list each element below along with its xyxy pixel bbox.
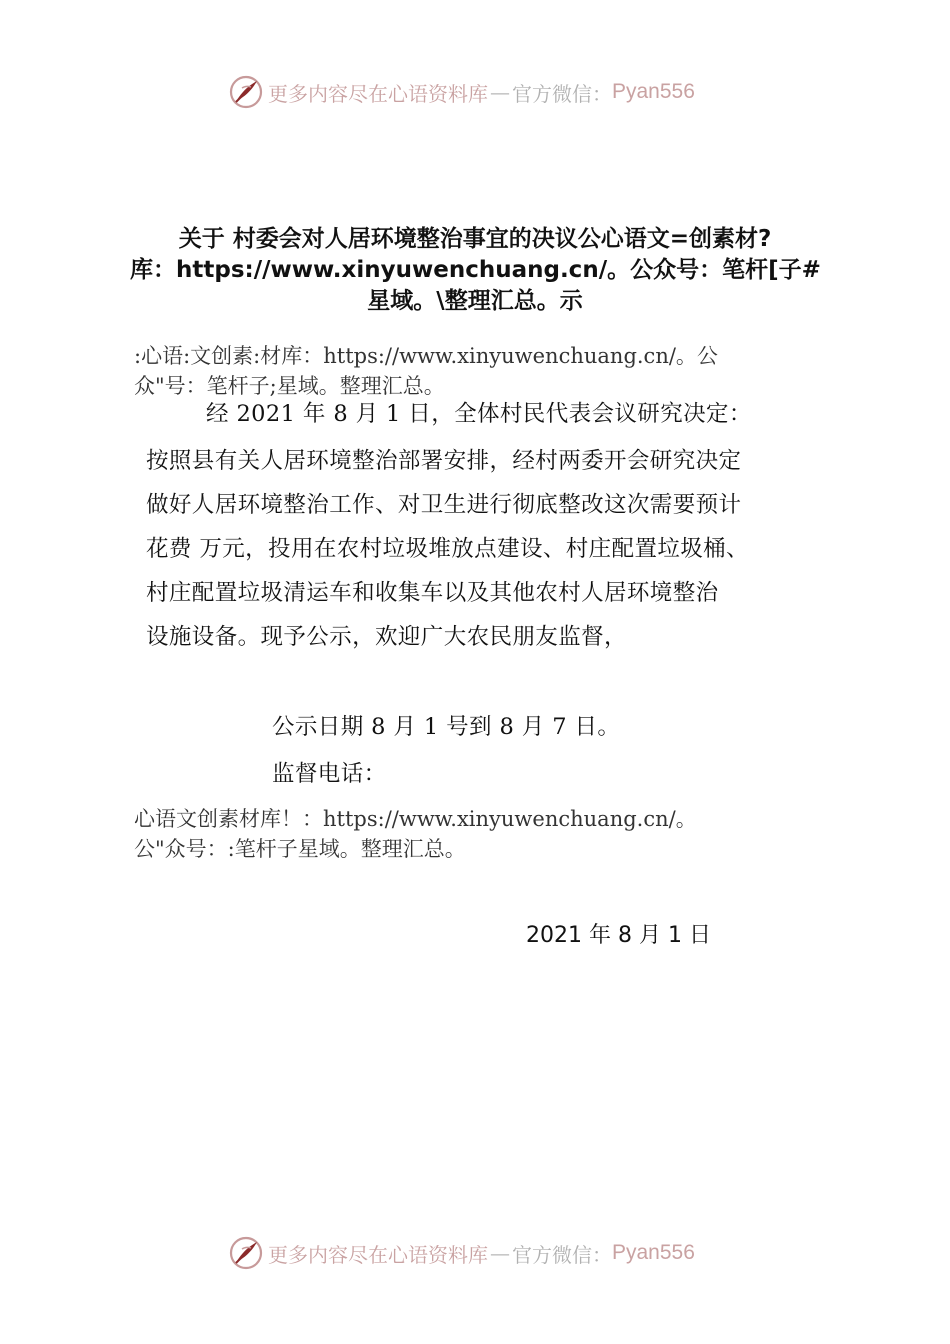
banner-dash: —	[490, 1241, 510, 1265]
watermark-2-line-1: 心语文创素材库！：https://www.xinyuwenchuang.cn/。	[134, 807, 697, 831]
banner-wechat-label: 官方微信：	[512, 81, 612, 106]
header-banner	[228, 72, 695, 112]
body-line-2: 按照县有关人居环境整治部署安排，经村两委开会研究决定	[146, 448, 742, 474]
banner-wechat-id: Pyan556	[612, 80, 695, 103]
watermark-1-line-2: 众"号：笔杆子;星域。整理汇总。	[134, 374, 445, 398]
title-line-2: 库：https://www.xinyuwenchuang.cn/。公众号：笔杆[子#	[130, 257, 821, 283]
body-line-1: 经 2021 年 8 月 1 日，全体村民代表会议研究决定：	[206, 401, 752, 427]
quill-logo-icon	[228, 74, 264, 110]
title-line-1: 关于 村委会对人居环境整治事宜的决议公心语文=创素材?	[178, 226, 772, 252]
quill-logo-icon	[228, 1235, 264, 1271]
document-title	[130, 224, 820, 317]
notice-phone: 监督电话：	[272, 761, 387, 787]
banner-dash: —	[490, 80, 510, 104]
banner-wechat-id: Pyan556	[612, 1241, 695, 1264]
body-line-3: 做好人居环境整治工作、对卫生进行彻底整改这次需要预计	[146, 492, 742, 518]
footer-banner	[228, 1233, 695, 1273]
banner-main-text: 更多内容尽在心语资料库	[268, 81, 488, 106]
body-line-4: 花费 万元，投用在农村垃圾堆放点建设、村庄配置垃圾桶、	[146, 536, 749, 562]
banner-main-text: 更多内容尽在心语资料库	[268, 1242, 488, 1267]
title-line-3: 星域。\整理汇总。示	[367, 288, 583, 314]
banner-wechat-label: 官方微信：	[512, 1242, 612, 1267]
body-line-6: 设施设备。现予公示，欢迎广大农民朋友监督，	[146, 624, 627, 650]
signature-date: 2021 年 8 月 1 日	[526, 923, 711, 948]
watermark-1-line-1: :心语:文创素:材库：https://www.xinyuwenchuang.cn/。公	[134, 344, 718, 368]
watermark-2-line-2: 公"众号：:笔杆子星域。整理汇总。	[134, 837, 466, 861]
body-line-5: 村庄配置垃圾清运车和收集车以及其他农村人居环境整治	[146, 580, 719, 606]
notice-period: 公示日期 8 月 1 号到 8 月 7 日。	[272, 714, 621, 740]
